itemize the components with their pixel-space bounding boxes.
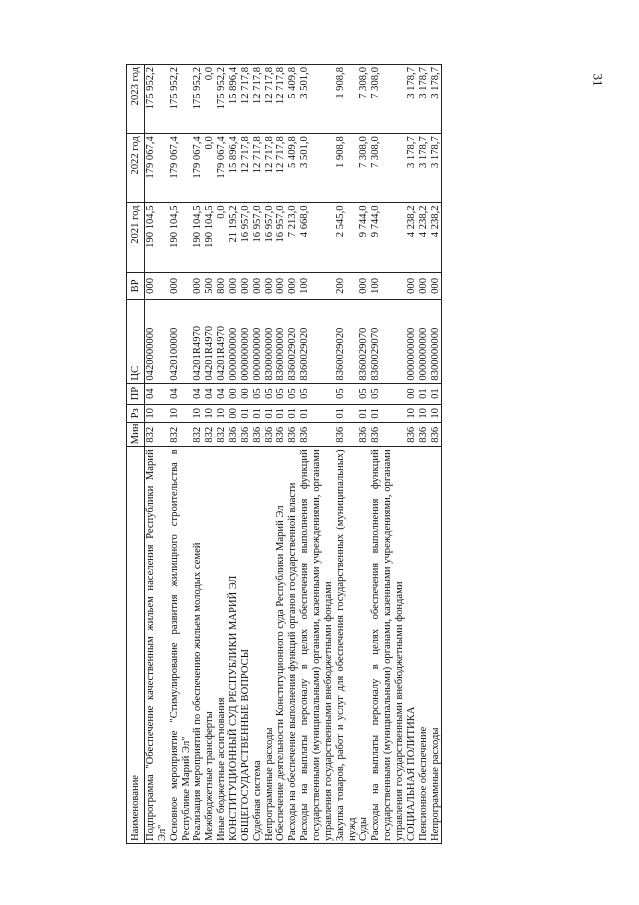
table-row [145, 65, 169, 844]
cell-rz: 10 [169, 404, 193, 423]
table-row [204, 65, 216, 844]
cell-vr: 000 [240, 272, 252, 299]
cell-2021: 7 213,0 [287, 203, 299, 272]
cell-2021: 190 104,5 [192, 203, 204, 272]
cell-2021: 4 668,0 [299, 203, 335, 272]
cell-name: Реализация мероприятий по обеспечению жильем молодых семей [192, 447, 204, 844]
cell-2023: 175 952,2 [216, 65, 228, 134]
cell-cs: 8360000000 [275, 300, 287, 384]
cell-pr: 01 [418, 383, 430, 404]
cell-2022: 179 067,4 [192, 134, 204, 203]
table-row [264, 65, 276, 844]
cell-2021: 16 957,0 [264, 203, 276, 272]
cell-cs: 8360029020 [287, 300, 299, 384]
cell-pr: 05 [358, 383, 370, 404]
cell-2023: 12 717,8 [275, 65, 287, 134]
cell-2021: 0,0 [216, 203, 228, 272]
cell-2021: 4 238,2 [430, 203, 442, 272]
cell-name: Непрограммные расходы [264, 447, 276, 844]
col-header-name: Наименование [127, 447, 145, 844]
cell-vr: 000 [275, 272, 287, 299]
cell-name: Расходы на выплаты персоналу в целях обеспечения выполнения функций государственными (муниципальными) органами, казенными учреждениями, органами управления государственными внебюджетными фондами [370, 447, 406, 844]
cell-cs: 04201R4970 [204, 300, 216, 384]
cell-2023: 3 178,7 [430, 65, 442, 134]
cell-pr: 00 [228, 383, 240, 404]
cell-vr: 000 [169, 272, 193, 299]
cell-name: Иные бюджетные ассигнования [216, 447, 228, 844]
table-row [335, 65, 359, 844]
cell-cs: 8360029070 [358, 300, 370, 384]
cell-2022: 3 178,7 [430, 134, 442, 203]
cell-2023: 7 308,0 [370, 65, 406, 134]
cell-name: Расходы на выплаты персоналу в целях обеспечения выполнения функций государственными (муниципальными) органами, казенными учреждениями, органами управления государственными внебюджетными фондами [299, 447, 335, 844]
cell-min: 836 [252, 423, 264, 447]
cell-pr: 00 [406, 383, 418, 404]
cell-2023: 3 178,7 [418, 65, 430, 134]
cell-pr: 05 [252, 383, 264, 404]
table-body [145, 65, 442, 844]
cell-2021: 2 545,0 [335, 203, 359, 272]
table-header-row [127, 65, 145, 844]
cell-2021: 21 195,2 [228, 203, 240, 272]
cell-min: 836 [240, 423, 252, 447]
cell-vr: 000 [358, 272, 370, 299]
cell-2023: 3 178,7 [406, 65, 418, 134]
col-header-2022: 2022 год [127, 134, 145, 203]
cell-name: Непрограммные расходы [430, 447, 442, 844]
cell-pr: 05 [299, 383, 335, 404]
rotated-page [126, 64, 518, 844]
cell-2022: 12 717,8 [275, 134, 287, 203]
cell-pr: 04 [216, 383, 228, 404]
cell-2021: 9 744,0 [358, 203, 370, 272]
cell-2022: 179 067,4 [145, 134, 169, 203]
cell-min: 836 [287, 423, 299, 447]
cell-2022: 12 717,8 [240, 134, 252, 203]
cell-2022: 12 717,8 [252, 134, 264, 203]
cell-vr: 000 [264, 272, 276, 299]
cell-rz: 10 [216, 404, 228, 423]
cell-name: ОБЩЕГОСУДАРСТВЕННЫЕ ВОПРОСЫ [240, 447, 252, 844]
table-row [252, 65, 264, 844]
cell-min: 832 [192, 423, 204, 447]
cell-2023: 7 308,0 [358, 65, 370, 134]
cell-2021: 9 744,0 [370, 203, 406, 272]
cell-rz: 10 [418, 404, 430, 423]
cell-2022: 3 501,0 [299, 134, 335, 203]
col-header-pr: ПР [127, 383, 145, 404]
cell-pr: 05 [287, 383, 299, 404]
cell-rz: 01 [335, 404, 359, 423]
cell-rz: 01 [299, 404, 335, 423]
page-number: 31 [590, 73, 606, 87]
table-row [287, 65, 299, 844]
cell-2021: 16 957,0 [240, 203, 252, 272]
cell-min: 836 [299, 423, 335, 447]
cell-2022: 7 308,0 [370, 134, 406, 203]
cell-pr: 01 [430, 383, 442, 404]
col-header-2023: 2023 год [127, 65, 145, 134]
cell-cs: 04201R4970 [216, 300, 228, 384]
cell-name: КОНСТИТУЦИОННЫЙ СУД РЕСПУБЛИКИ МАРИЙ ЭЛ [228, 447, 240, 844]
cell-vr: 000 [287, 272, 299, 299]
cell-2021: 190 104,5 [204, 203, 216, 272]
cell-vr: 100 [370, 272, 406, 299]
cell-2021: 4 238,2 [406, 203, 418, 272]
cell-cs: 0000000000 [418, 300, 430, 384]
cell-name: Подпрограмма "Обеспечение качественным жильем населения Республики Марий Эл" [145, 447, 169, 844]
cell-cs: 8300000000 [430, 300, 442, 384]
table-row [299, 65, 335, 844]
cell-cs: 8360029020 [335, 300, 359, 384]
cell-pr: 05 [275, 383, 287, 404]
cell-name: Закупка товаров, работ и услуг для обеспечения государственных (муниципальных) нужд [335, 447, 359, 844]
table-row [370, 65, 406, 844]
cell-2023: 5 409,8 [287, 65, 299, 134]
cell-rz: 10 [430, 404, 442, 423]
cell-pr: 04 [169, 383, 193, 404]
cell-cs: 0000000000 [228, 300, 240, 384]
cell-min: 832 [169, 423, 193, 447]
budget-table [126, 64, 442, 844]
cell-2023: 12 717,8 [264, 65, 276, 134]
cell-cs: 8300000000 [264, 300, 276, 384]
cell-name: СОЦИАЛЬНАЯ ПОЛИТИКА [406, 447, 418, 844]
cell-2021: 4 238,2 [418, 203, 430, 272]
cell-vr: 000 [145, 272, 169, 299]
table-row [192, 65, 204, 844]
cell-min: 836 [264, 423, 276, 447]
cell-vr: 000 [192, 272, 204, 299]
cell-2023: 175 952,2 [145, 65, 169, 134]
cell-min: 832 [216, 423, 228, 447]
cell-rz: 10 [204, 404, 216, 423]
cell-name: Расходы на обеспечение выполнения функций органов государственной власти [287, 447, 299, 844]
table-row [430, 65, 442, 844]
cell-rz: 00 [228, 404, 240, 423]
cell-vr: 100 [299, 272, 335, 299]
cell-2021: 16 957,0 [275, 203, 287, 272]
cell-name: Пенсионное обеспечение [418, 447, 430, 844]
cell-2021: 190 104,5 [169, 203, 193, 272]
col-header-min: Мин [127, 423, 145, 447]
table-row [240, 65, 252, 844]
cell-2022: 15 896,4 [228, 134, 240, 203]
cell-2022: 3 178,7 [418, 134, 430, 203]
cell-min: 832 [204, 423, 216, 447]
cell-rz: 01 [275, 404, 287, 423]
cell-vr: 000 [430, 272, 442, 299]
cell-vr: 500 [204, 272, 216, 299]
cell-cs: 0000000000 [252, 300, 264, 384]
cell-vr: 000 [406, 272, 418, 299]
table-row [169, 65, 193, 844]
cell-2023: 1 908,8 [335, 65, 359, 134]
cell-name: Судебная система [252, 447, 264, 844]
cell-name: Обеспечение деятельности Конституционного суда Республики Марий Эл [275, 447, 287, 844]
col-header-vr: ВР [127, 272, 145, 299]
cell-rz: 01 [370, 404, 406, 423]
cell-pr: 04 [145, 383, 169, 404]
cell-pr: 04 [204, 383, 216, 404]
cell-2022: 179 067,4 [216, 134, 228, 203]
cell-vr: 000 [228, 272, 240, 299]
cell-2023: 15 896,4 [228, 65, 240, 134]
cell-rz: 10 [406, 404, 418, 423]
cell-rz: 01 [287, 404, 299, 423]
cell-pr: 04 [192, 383, 204, 404]
cell-2023: 3 501,0 [299, 65, 335, 134]
cell-pr: 05 [370, 383, 406, 404]
cell-name: Межбюджетные трансферты [204, 447, 216, 844]
cell-2021: 16 957,0 [252, 203, 264, 272]
cell-2022: 12 717,8 [264, 134, 276, 203]
cell-2022: 0,0 [204, 134, 216, 203]
cell-cs: 0000000000 [240, 300, 252, 384]
cell-2022: 1 908,8 [335, 134, 359, 203]
cell-rz: 01 [240, 404, 252, 423]
col-header-cs: ЦС [127, 300, 145, 384]
table-row [406, 65, 418, 844]
cell-min: 836 [430, 423, 442, 447]
cell-min: 832 [145, 423, 169, 447]
cell-2023: 0,0 [204, 65, 216, 134]
cell-cs: 8360029020 [299, 300, 335, 384]
cell-min: 836 [370, 423, 406, 447]
cell-pr: 00 [240, 383, 252, 404]
cell-cs: 8360029070 [370, 300, 406, 384]
cell-min: 836 [335, 423, 359, 447]
cell-rz: 10 [145, 404, 169, 423]
cell-cs: 0420100000 [169, 300, 193, 384]
cell-vr: 000 [418, 272, 430, 299]
cell-2023: 175 952,2 [169, 65, 193, 134]
table-row [358, 65, 370, 844]
cell-rz: 01 [252, 404, 264, 423]
cell-min: 836 [275, 423, 287, 447]
cell-2022: 7 308,0 [358, 134, 370, 203]
table-row [418, 65, 430, 844]
table-row [216, 65, 228, 844]
cell-rz: 01 [264, 404, 276, 423]
cell-min: 836 [228, 423, 240, 447]
cell-cs: 04201R4970 [192, 300, 204, 384]
cell-min: 836 [358, 423, 370, 447]
cell-2022: 5 409,8 [287, 134, 299, 203]
cell-2022: 179 067,4 [169, 134, 193, 203]
cell-vr: 000 [252, 272, 264, 299]
cell-rz: 10 [192, 404, 204, 423]
cell-min: 836 [418, 423, 430, 447]
col-header-2021: 2021 год [127, 203, 145, 272]
cell-pr: 05 [264, 383, 276, 404]
cell-cs: 0000000000 [406, 300, 418, 384]
cell-2023: 12 717,8 [240, 65, 252, 134]
table-row [275, 65, 287, 844]
cell-2023: 175 952,2 [192, 65, 204, 134]
cell-cs: 0420000000 [145, 300, 169, 384]
col-header-rz: Рз [127, 404, 145, 423]
cell-name: Основное мероприятие "Стимулирование развития жилищного строительства в Республике Марий Эл" [169, 447, 193, 844]
cell-name: Суды [358, 447, 370, 844]
cell-pr: 05 [335, 383, 359, 404]
cell-vr: 200 [335, 272, 359, 299]
table-row [228, 65, 240, 844]
cell-2022: 3 178,7 [406, 134, 418, 203]
cell-rz: 01 [358, 404, 370, 423]
cell-min: 836 [406, 423, 418, 447]
cell-vr: 800 [216, 272, 228, 299]
cell-2023: 12 717,8 [252, 65, 264, 134]
cell-2021: 190 104,5 [145, 203, 169, 272]
